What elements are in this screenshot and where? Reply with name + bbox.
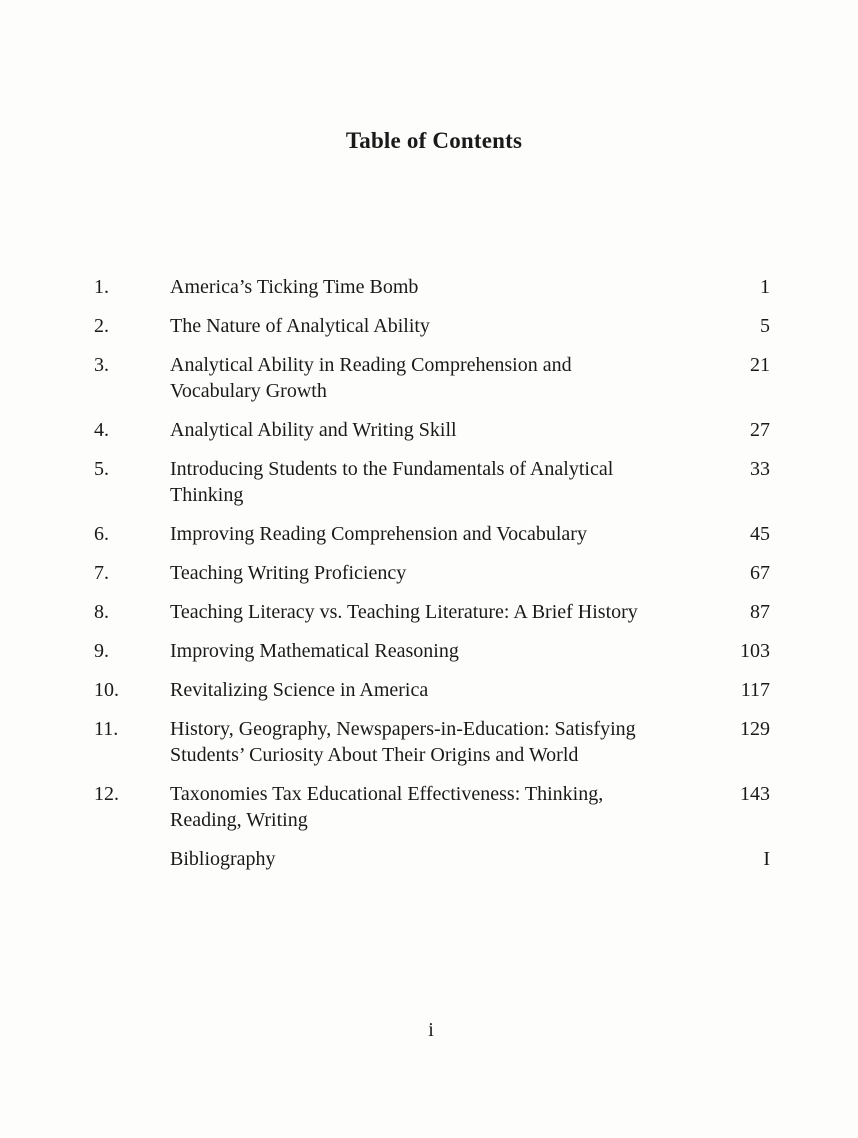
toc-entry [0,313,858,339]
chapter-number: 2. [94,315,109,337]
page-number: 103 [740,640,770,662]
toc-entry-bibliography [0,846,858,872]
chapter-title: Introducing Students to the Fundamentals of Analytical Thinking [170,458,614,506]
toc-entry [0,521,858,547]
chapter-title: Teaching Literacy vs. Teaching Literature: A Brief History [170,601,638,623]
page-title: Table of Contents [345,128,523,153]
chapter-number: 8. [94,601,109,623]
chapter-title: Taxonomies Tax Educational Effectiveness: Thinking, Reading, Writing [170,783,604,831]
chapter-number: 5. [94,458,109,480]
chapter-title: Analytical Ability in Reading Comprehension and Vocabulary Growth [170,354,572,402]
chapter-number: 9. [94,640,109,662]
toc-entry [0,560,858,586]
page-number: 33 [750,458,770,480]
chapter-title: The Nature of Analytical Ability [170,315,430,337]
page-number: 1 [760,276,770,298]
chapter-number: 10. [94,679,119,701]
toc-entry [0,352,858,404]
chapter-number: 12. [94,783,119,805]
page-number: 5 [760,315,770,337]
chapter-title: Revitalizing Science in America [170,679,429,701]
chapter-title: Improving Mathematical Reasoning [170,640,459,662]
toc-entry [0,677,858,703]
folio-page-number: i [428,1019,434,1041]
chapter-number: 1. [94,276,109,298]
chapter-title: History, Geography, Newspapers-in-Education: Satisfying Students’ Curiosity About Their Origins and World [170,718,636,766]
chapter-number: 3. [94,354,109,376]
page-number: 143 [740,783,770,805]
toc-entry [0,456,858,508]
chapter-number: 6. [94,523,109,545]
chapter-title: Improving Reading Comprehension and Vocabulary [170,523,587,545]
chapter-number: 7. [94,562,109,584]
page-number: 21 [750,354,770,376]
bibliography-title: Bibliography [170,848,276,870]
toc-entry [0,638,858,664]
page-number: 45 [750,523,770,545]
chapter-title: America’s Ticking Time Bomb [170,276,419,298]
chapter-number: 11. [94,718,119,740]
chapter-title: Teaching Writing Proficiency [170,562,407,584]
toc-entry [0,781,858,833]
toc-entry [0,599,858,625]
page-number: 27 [750,419,770,441]
chapter-title: Analytical Ability and Writing Skill [170,419,457,441]
toc-entry [0,716,858,768]
page-number: 117 [740,679,770,701]
page-number: I [763,848,770,870]
page-number: 87 [750,601,770,623]
toc-entry [0,417,858,443]
page-number: 67 [750,562,770,584]
page-number: 129 [740,718,770,740]
toc-entry [0,274,858,300]
chapter-number: 4. [94,419,109,441]
table-of-contents [0,274,858,885]
